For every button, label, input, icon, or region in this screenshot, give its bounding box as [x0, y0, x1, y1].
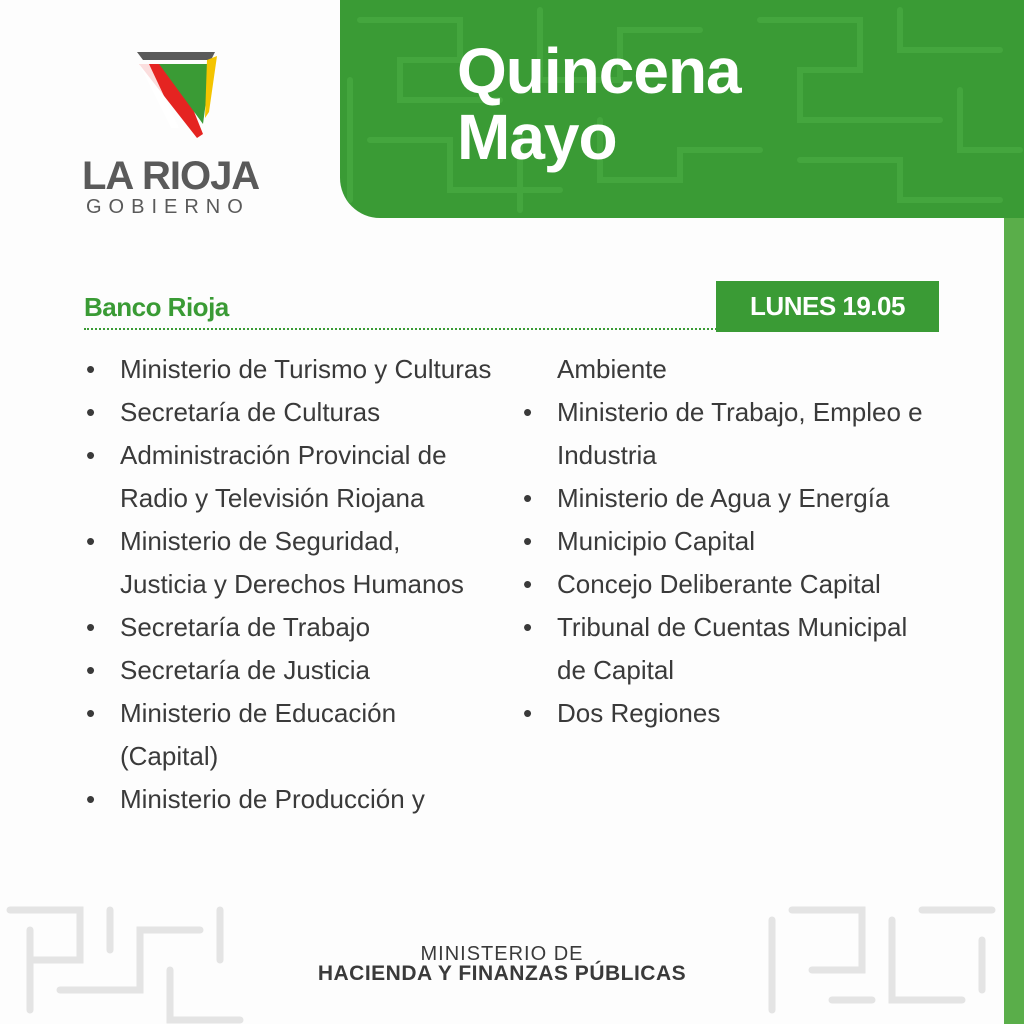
la-rioja-logo: [80, 42, 290, 222]
list-item: • Ministerio de Educación: [86, 692, 526, 735]
list-item: Radio y Televisión Riojana: [120, 483, 425, 513]
list-item: • Ministerio de Seguridad,: [86, 520, 526, 563]
list-item: • Secretaría de Culturas: [86, 391, 526, 434]
list-item: • Ministerio de Turismo y Culturas: [86, 348, 526, 391]
list-item: • Ministerio de Producción y: [86, 778, 526, 821]
page-title: [457, 35, 741, 173]
brand-subtitle: GOBIERNO: [86, 196, 250, 218]
list-item: • Secretaría de Trabajo: [86, 606, 526, 649]
title-line-2: Mayo: [457, 101, 617, 173]
list-item: • Tribunal de Cuentas Municipal: [523, 606, 963, 649]
list-item: • Administración Provincial de: [86, 434, 526, 477]
brand-name: LA RIOJA: [82, 154, 260, 198]
list-item: • Ministerio de Agua y Energía: [523, 477, 963, 520]
footer-ministry-line-2: HACIENDA Y FINANZAS PÚBLICAS: [317, 962, 687, 985]
list-item: • Concejo Deliberante Capital: [523, 563, 963, 606]
bank-heading: Banco Rioja: [84, 292, 229, 322]
list-item: Industria: [557, 440, 657, 470]
header-banner: [340, 0, 1024, 218]
list-item: • Municipio Capital: [523, 520, 963, 563]
list-item: Justicia y Derechos Humanos: [120, 569, 464, 599]
date-badge: LUNES 19.05: [716, 281, 939, 332]
list-item: Ambiente: [557, 354, 667, 384]
title-line-1: Quincena: [457, 35, 741, 107]
side-accent-bar: [1004, 218, 1024, 1024]
la-rioja-emblem-icon: [135, 42, 225, 142]
list-item: (Capital): [120, 741, 219, 771]
dotted-divider: [84, 328, 720, 330]
footer-ministry-line-1: MINISTERIO DE: [420, 943, 584, 965]
list-item: de Capital: [557, 655, 675, 685]
list-item: • Secretaría de Justicia: [86, 649, 526, 692]
list-right: [523, 348, 963, 735]
list-item: • Ministerio de Trabajo, Empleo e: [523, 391, 963, 434]
list-item: • Dos Regiones: [523, 692, 963, 735]
list-left: [86, 348, 526, 821]
